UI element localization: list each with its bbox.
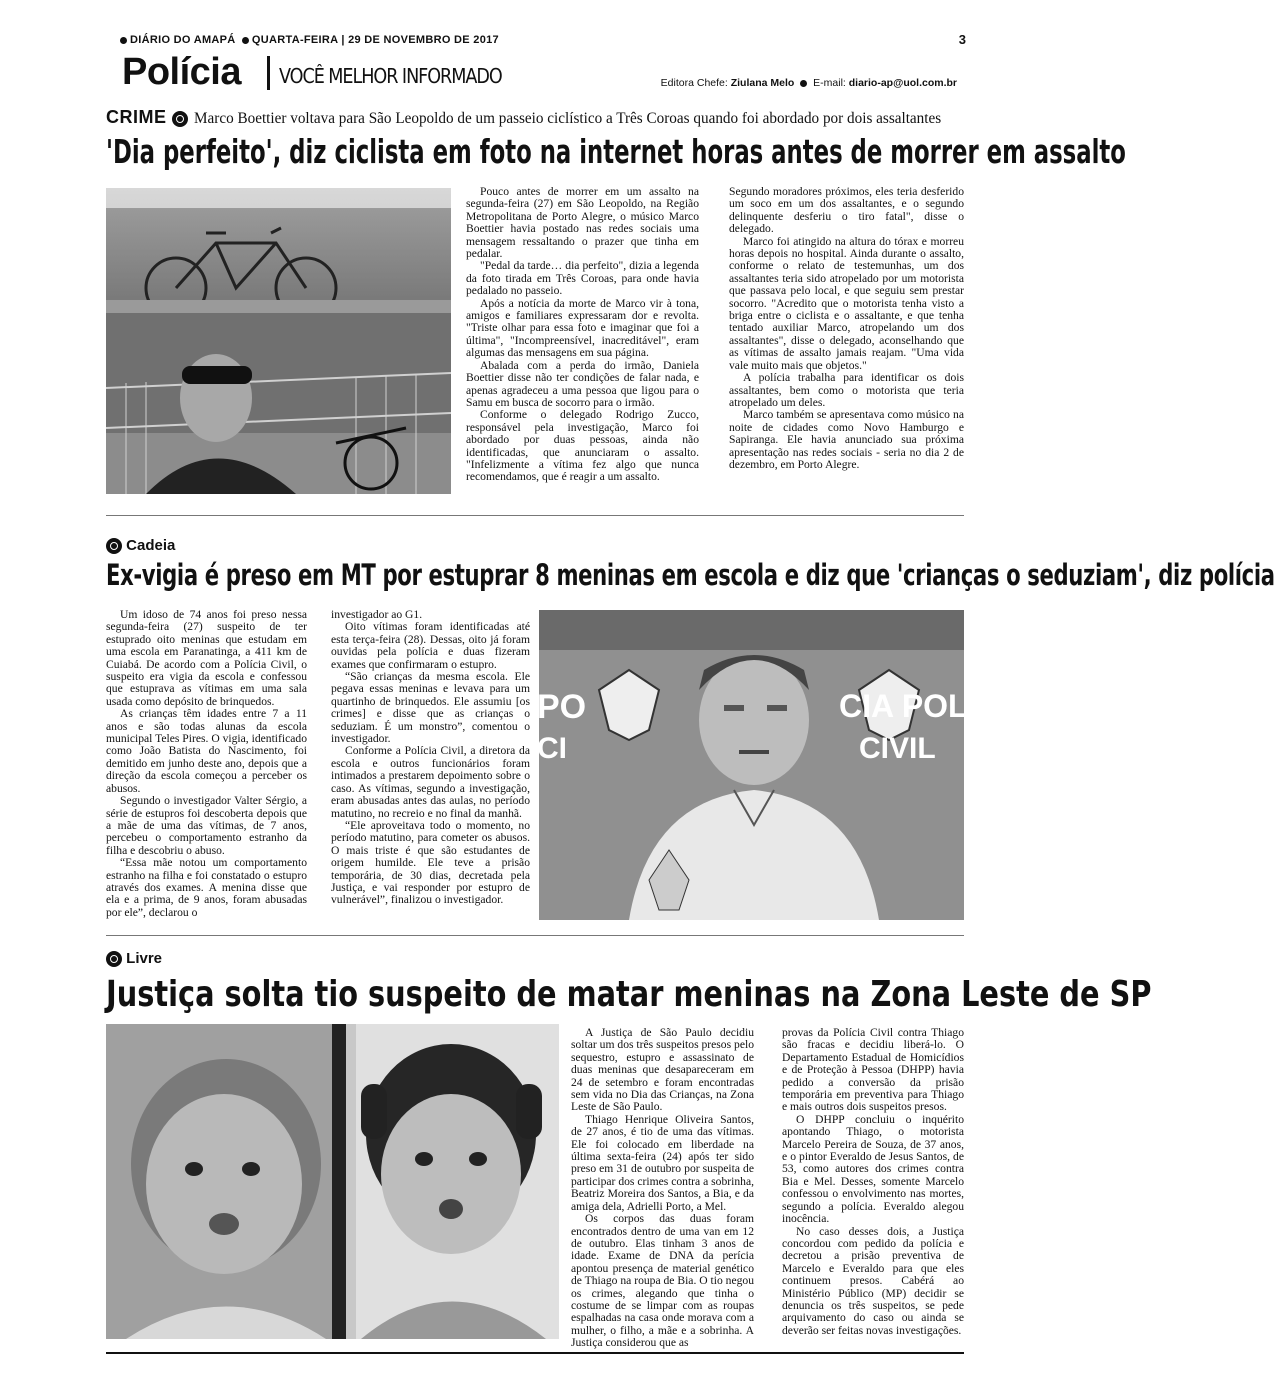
section-marker-icon	[106, 538, 122, 554]
paragraph: O DHPP concluiu o inquérito apontando Thiago, o motorista Marcelo Pereira de Souza, de 37 anos, e o pintor Everaldo de Jesus Santos, de 53, como autores dos crimes contra Bia e Mel. Desses, somente Marcelo confessou o envolvimento nas mortes, segundo a polícia. Everaldo alegou inocência.	[782, 1112, 964, 1226]
paragraph: Thiago Henrique Oliveira Santos, de 27 anos, é tio de uma das vítimas. Ele foi colocado em liberdade na última sexta-feira (24) após ter sido preso em 31 de outubro por suspeita de participar dos crimes contra a sobrinha, Beatriz Moreira dos Santos, a Bia, e da amiga dela, Adrielli Porto, a Mel.	[571, 1112, 754, 1213]
paragraph: “Ele aproveitava todo o momento, no período matutino, para cometer os abusos. O mais triste é que são estudantes de origem humilde. Ele teve a prisão temporária, de 30 dias, decretada pela Justiça, e vai responder por estupro de vulnerável”, finalizou o investigador.	[331, 818, 530, 907]
paragraph: A Justiça de São Paulo decidiu soltar um dos três suspeitos presos pelo sequestro, estupro e assassinato de duas meninas que desapareceram em 24 de setembro e foram encontradas sem vida no Dia das Crianças, na Zona Leste de São Paulo.	[571, 1026, 754, 1114]
photo-wall-text-right-2: CIVIL	[859, 732, 936, 765]
paragraph: As crianças têm idades entre 7 a 11 anos e são todas alunas da escola municipal Teles Pires. O vigia, identificado como João Batista do Nascimento, foi demitido em junho deste ano, depois que a direção da escola começou a perceber os abusos.	[106, 707, 307, 795]
paragraph: Conforme a Polícia Civil, a diretora da escola e outros funcionários foram intimados a prestarem depoimento sobre o caso. As vítimas, segundo a investigação, eram abusadas antes das aulas, no período matutino, no recreio e no final da manhã.	[331, 744, 530, 820]
email-label: E-mail:	[813, 77, 846, 89]
article3-kicker-line	[106, 950, 162, 967]
bottom-rule	[106, 1352, 964, 1354]
cyclist-photo-image	[106, 188, 451, 494]
paragraph: "Pedal da tarde… dia perfeito", dizia a legenda da foto tirada em Três Coroas, para onde havia pedalado no passeio.	[466, 259, 699, 298]
issue-date: QUARTA-FEIRA | 29 DE NOVEMBRO DE 2017	[251, 34, 499, 46]
article2-column-2	[331, 609, 530, 907]
section-title: Polícia	[122, 51, 241, 93]
section-marker-icon	[106, 951, 122, 967]
article3-column-2	[782, 1027, 964, 1337]
paragraph: Conforme o delegado Rodrigo Zucco, responsável pela investigação, Marco foi abordado por duas pessoas, ainda não identificadas, que anunciaram o assalto. "Infelizmente a vítima fez algo que nunca recomendamos, que é reagir a um assalto.	[466, 408, 699, 484]
editor-name: Ziulana Melo	[730, 77, 795, 89]
article3-kicker: Livre	[126, 950, 163, 967]
section-rule	[106, 935, 964, 936]
victims-photo-image	[106, 1024, 559, 1339]
masthead-bar	[120, 34, 499, 46]
paragraph: investigador ao G1.	[331, 608, 423, 621]
article1-headline: 'Dia perfeito', diz ciclista em foto na internet horas antes de morrer em assalto	[106, 132, 1126, 171]
paragraph: Um idoso de 74 anos foi preso nessa segunda-feira (27) suspeito de ter estuprado oito meninas que estudam em uma escola em Paranatinga, a 411 km de Cuiabá. De acordo com a Polícia Civil, o suspeito era vigia da escola e confessou que estuprava as vítimas em uma sala usada como depósito de brinquedos.	[106, 608, 307, 708]
photo-wall-text-left-2: CI	[537, 732, 567, 765]
paragraph: Marco também se apresentava como músico na noite de cidades como Novo Hamburgo e Sapiranga. Ele havia anunciado sua próxima apresentação nas redes sociais - seria no dia 2 de dezembro, em Porto Alegre.	[729, 408, 964, 471]
photo-wall-text-left: PO	[537, 688, 587, 726]
paragraph: “Essa mãe notou um comportamento estranho na filha e foi constatado o estupro através dos exames. A menina disse que ela e a prima, de 9 anos, foram abusadas por ele”, declarou o	[106, 856, 307, 919]
article3-column-1	[571, 1027, 754, 1350]
paragraph: Pouco antes de morrer em um assalto na segunda-feira (27) em São Leopoldo, na Região Metropolitana de Porto Alegre, o músico Marco Boettier havia postado nas redes sociais uma mensagem ressaltando o prazer que tinha em pedalar.	[466, 185, 699, 261]
article2-headline: Ex-vigia é preso em MT por estuprar 8 meninas em escola e diz que 'crianças o seduziam', diz polícia	[106, 558, 1275, 592]
paragraph: Segundo moradores próximos, eles teria desferido um soco em um dos assaltantes, e o segundo delinquente desferiu o tiro fatal", disse o delegado.	[729, 185, 964, 236]
article2-kicker-line	[106, 537, 175, 554]
article1-kicker: CRIME	[106, 107, 167, 127]
section-subtitle: VOCÊ MELHOR INFORMADO	[279, 64, 502, 88]
paragraph: Marco foi atingido na altura do tórax e morreu horas depois no hospital. Ainda durante o assalto, conforme o relato de testemunhas, um dos assaltantes teria sido atropelado por um motorista que passava pelo local, e que seguiu sem prestar socorro. "Acredito que o motorista tenha visto a briga entre o ciclista e o assaltante, e que tenha tentado auxiliar Marco, atropelando um dos assaltantes", disse o delegado, aconselhando que as vítimas de assalto jamais reajam. "Uma vida vale muito mais que objetos."	[729, 234, 964, 372]
paragraph: A polícia trabalha para identificar os dois assaltantes, bem como o motorista que teria atropelado um deles.	[729, 371, 964, 409]
email-address: diario-ap@uol.com.br	[848, 77, 957, 89]
suspect-photo	[537, 610, 977, 920]
photo-wall-text-right: CIA POLÍ	[839, 688, 977, 724]
bullet-icon	[800, 80, 807, 87]
bullet-icon	[242, 37, 249, 44]
article1-deck: Marco Boettier voltava para São Leopoldo de um passeio ciclístico a Três Coroas quando foi abordado por dois assaltantes	[193, 110, 941, 127]
paper-name: DIÁRIO DO AMAPÁ	[130, 34, 236, 46]
paragraph: No caso desses dois, a Justiça concordou com pedido da polícia e decretou a prisão preventiva de Marcelo e Everaldo para que eles continuem presos. Cabérá ao Ministério Público (MP) decidir se denuncia os três suspeitos, se pede arquivamento do caso ou ainda se deverão ser feitas novas investigações.	[782, 1224, 964, 1337]
page-number: 3	[958, 32, 966, 47]
article1-column-2	[729, 186, 964, 471]
paragraph: provas da Polícia Civil contra Thiago são fracas e decidiu liberá-lo. O Departamento Estadual de Homicídios e de Proteção à Pessoa (DHPP) havia pedido a conversão da prisão temporária em preventiva para Thiago e mais outros dois suspeitos presos.	[782, 1026, 964, 1114]
article1-deck-line	[106, 107, 980, 128]
article2-column-1	[106, 609, 307, 919]
paragraph: Abalada com a perda do irmão, Daniela Boettier disse não ter condições de falar nada, e apenas agradeceu a uma pessoa que ligou para o Samu em busca de socorro para o irmão.	[466, 358, 699, 409]
cyclist-photo	[106, 188, 451, 494]
article1-column-1	[466, 186, 699, 484]
section-divider	[267, 56, 270, 90]
article3-headline: Justiça solta tio suspeito de matar meninas na Zona Leste de SP	[106, 974, 1152, 1015]
article2-kicker: Cadeia	[126, 537, 176, 554]
paragraph: Oito vítimas foram identificadas até esta terça-feira (28). Dessas, oito já foram ouvidas pela polícia e duas fizeram exames que confirmaram o estupro.	[331, 620, 530, 671]
editor-label: Editora Chefe:	[660, 77, 728, 89]
paragraph: Os corpos das duas foram encontrados dentro de uma van em 12 de outubro. Elas tinham 3 anos de idade. Exame de DNA da perícia apontou presença de material genético de Thiago na roupa de Bia. O tio negou os crimes, alegando que tinha o costume de se limpar com as roupas espalhadas na casa onde morava com a mulher, o filho, a mãe e a sobrinha. A Justiça considerou que as	[571, 1212, 754, 1350]
section-marker-icon	[172, 111, 188, 127]
paragraph: Após a notícia da morte de Marco vir à tona, amigos e familiares expressaram dor e revolta. "Triste olhar para essa foto e imaginar que foi a última", "Incompreensível, inacreditável", eram algumas das mensagens em sua página.	[466, 296, 699, 360]
bullet-icon	[120, 37, 127, 44]
paragraph: “São crianças da mesma escola. Ele pegava essas meninas e levava para um quartinho de brinquedos. Ele assumiu [os crimes] e disse que as crianças o seduziam. É um monstro”, comentou o investigador.	[331, 670, 530, 746]
section-rule	[106, 515, 964, 516]
victims-photo	[106, 1024, 559, 1339]
paragraph: Segundo o investigador Valter Sérgio, a série de estupros foi descoberta depois que a mãe de uma das vítimas, de 7 anos, percebeu o comportamento estranho da filha e descobriu o abuso.	[106, 794, 307, 857]
editor-info	[661, 77, 957, 89]
